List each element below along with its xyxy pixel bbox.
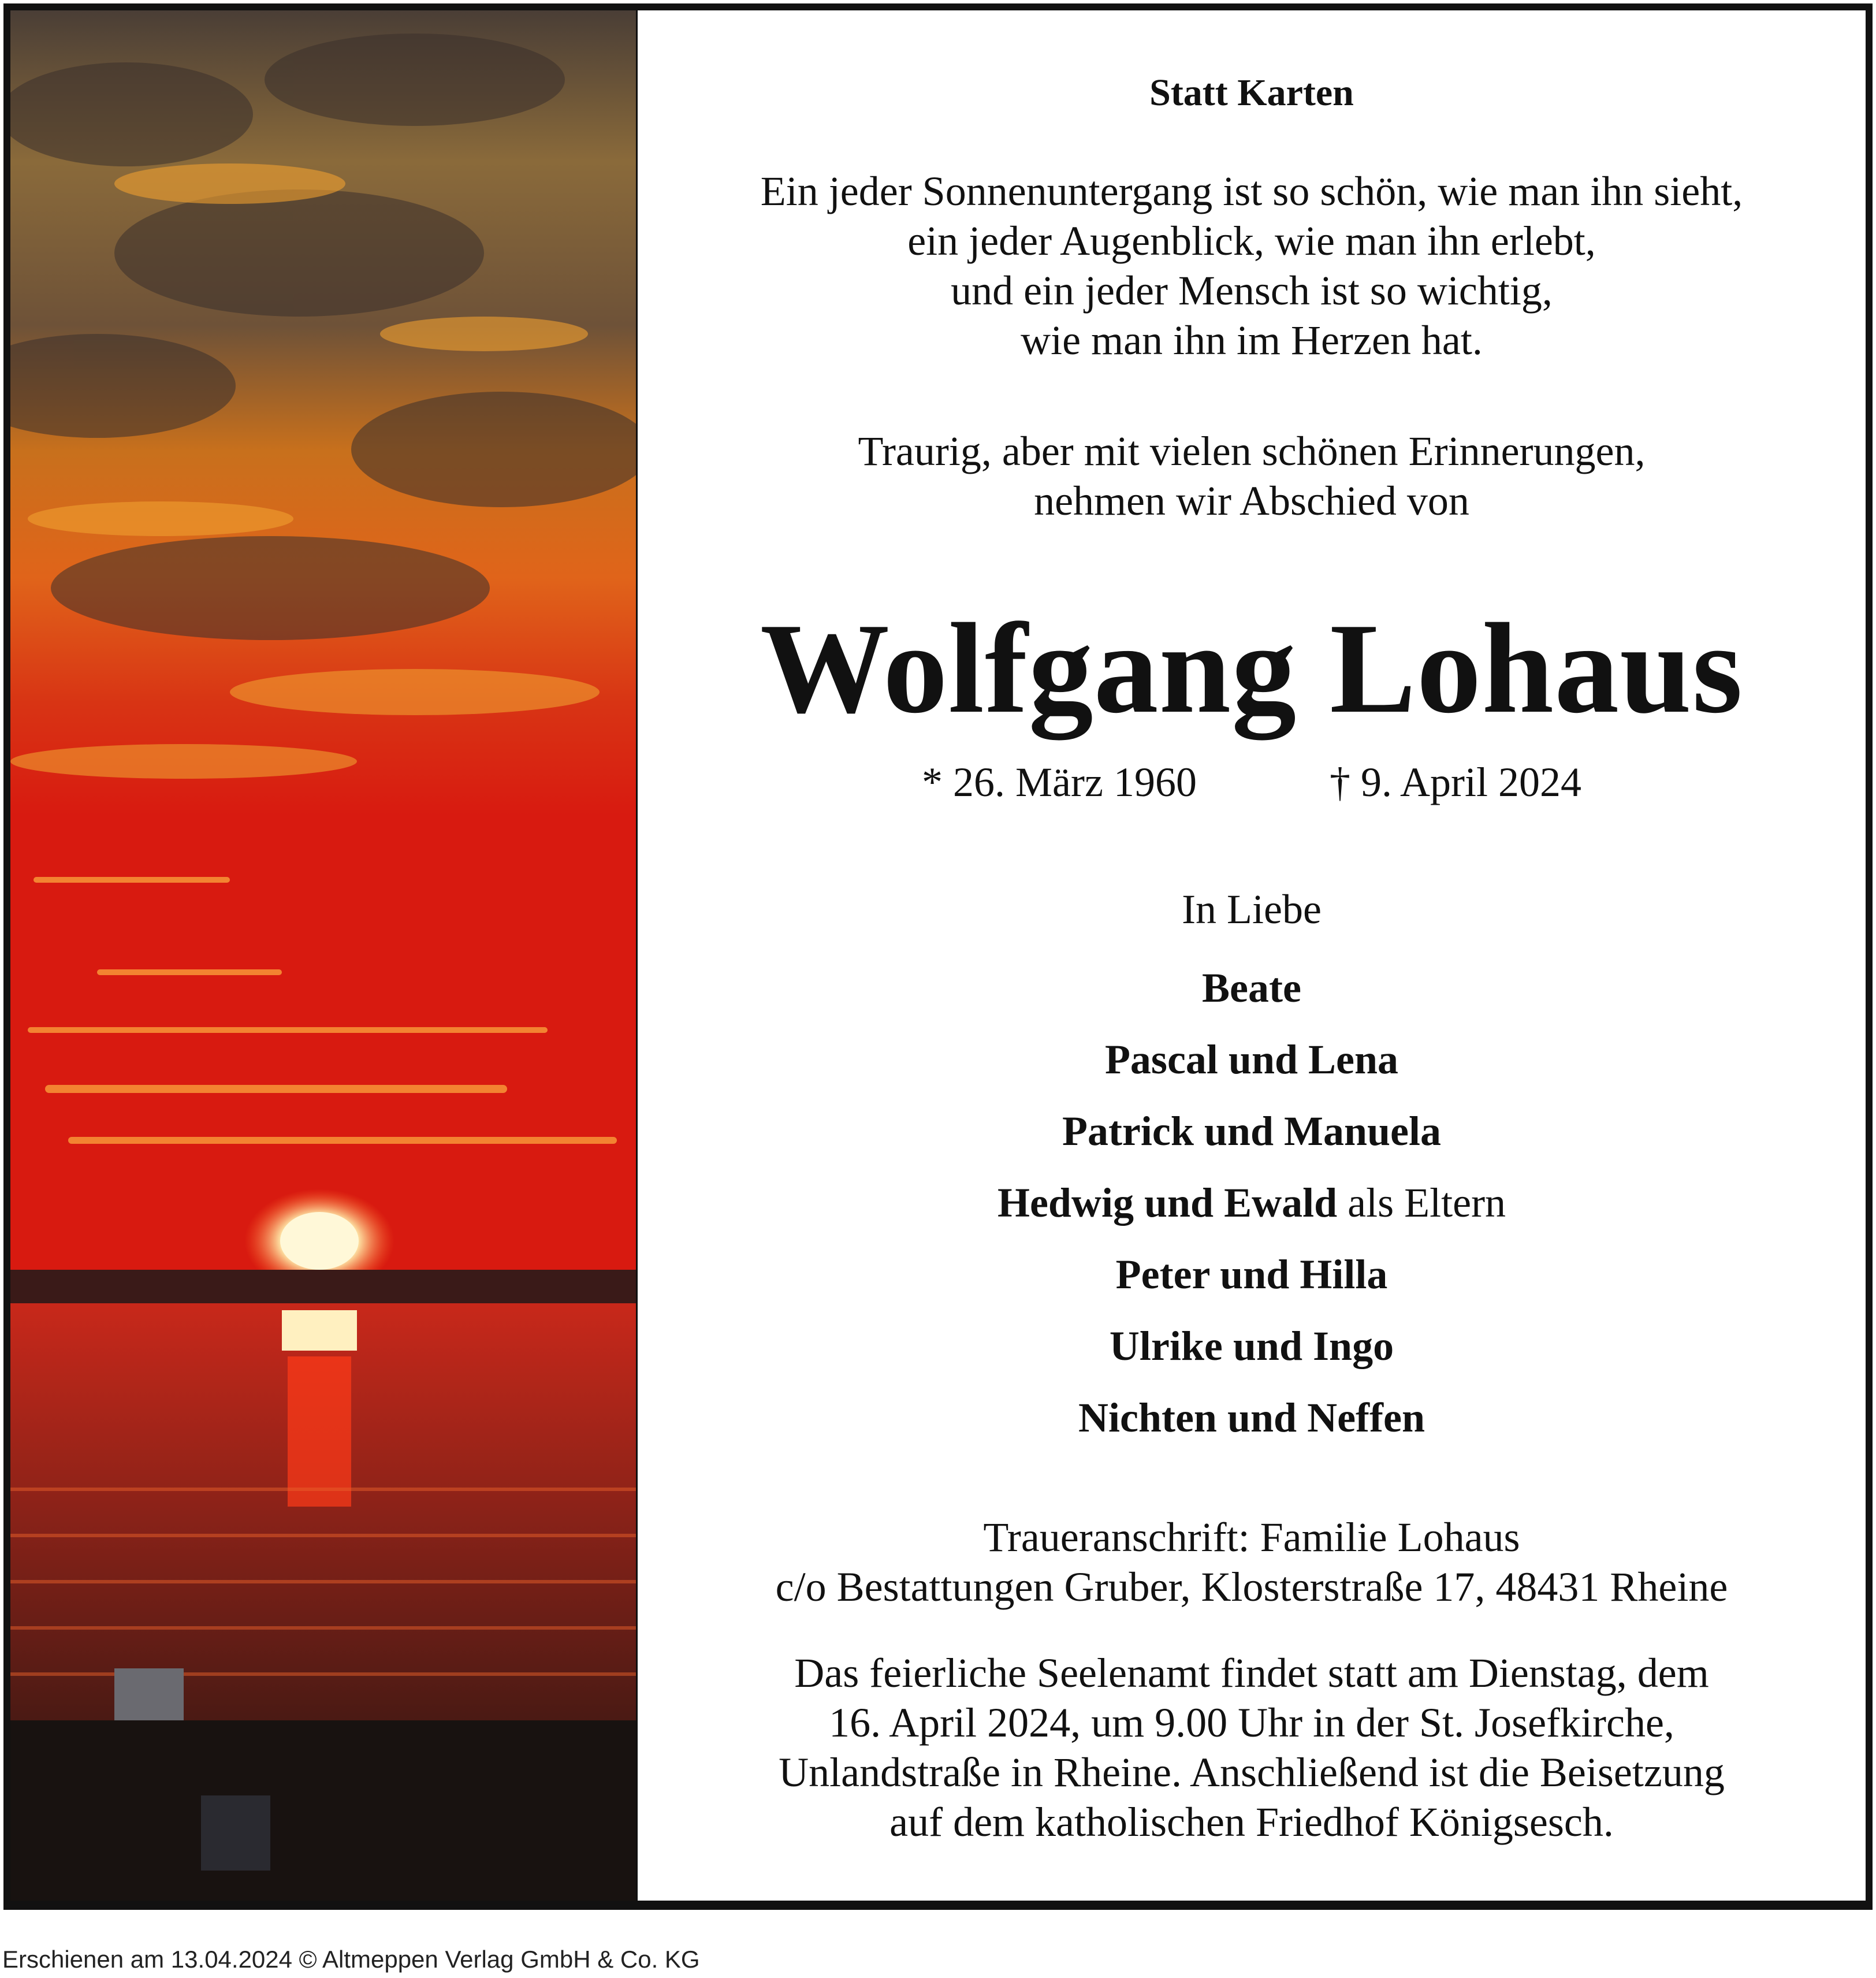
mourners-list	[638, 952, 1866, 1453]
mourner-name: Pascal und Lena	[1104, 1036, 1399, 1083]
mourner-name: Patrick und Manuela	[1062, 1108, 1442, 1154]
poem-line: ein jeder Augenblick, wie man ihn erlebt,	[907, 218, 1596, 264]
address-line: c/o Bestattungen Gruber, Klosterstraße 17, 48431 Rheine	[775, 1564, 1728, 1610]
mourner-name: Ulrike und Ingo	[1109, 1323, 1394, 1369]
mourner-name: Hedwig und Ewald	[997, 1180, 1338, 1226]
in-love-label: In Liebe	[1182, 886, 1322, 932]
service-line: 16. April 2024, um 9.00 Uhr in der St. Josefkirche,	[829, 1700, 1674, 1746]
condolence-address	[638, 1512, 1866, 1612]
deceased-name: Wolfgang Lohaus	[760, 597, 1743, 740]
birth-date: * 26. März 1960	[922, 759, 1197, 805]
service-line: Unlandstraße in Rheine. Anschließend ist die Beisetzung	[779, 1749, 1725, 1795]
obituary-text-panel	[638, 10, 1866, 1901]
sunset-image	[10, 10, 636, 1901]
death-date: † 9. April 2024	[1329, 759, 1581, 805]
mourner-relation: als Eltern	[1348, 1180, 1506, 1226]
life-dates	[638, 759, 1866, 806]
mourner-name: Peter und Hilla	[1115, 1251, 1388, 1297]
service-info	[638, 1648, 1866, 1847]
intro-line: nehmen wir Abschied von	[1034, 478, 1469, 524]
notice-title: Statt Karten	[1149, 72, 1354, 114]
poem	[638, 166, 1866, 365]
publication-footer: Erschienen am 13.04.2024 © Altmeppen Verlag GmbH & Co. KG	[2, 1946, 700, 1973]
address-line: Traueranschrift: Familie Lohaus	[983, 1514, 1520, 1560]
mourner-name: Beate	[1202, 965, 1301, 1011]
poem-line: Ein jeder Sonnenuntergang ist so schön, wie man ihn sieht,	[760, 168, 1743, 214]
intro-line: Traurig, aber mit vielen schönen Erinnerungen,	[858, 428, 1646, 474]
farewell-intro	[638, 426, 1866, 526]
mourner-name: Nichten und Neffen	[1078, 1395, 1425, 1441]
service-line: Das feierliche Seelenamt findet statt am Dienstag, dem	[794, 1650, 1709, 1696]
mourner-entry	[638, 1167, 1866, 1239]
sunset-photo	[10, 10, 636, 1901]
poem-line: wie man ihn im Herzen hat.	[1021, 317, 1483, 363]
service-line: auf dem katholischen Friedhof Königsesch.	[889, 1799, 1614, 1845]
poem-line: und ein jeder Mensch ist so wichtig,	[951, 267, 1553, 314]
